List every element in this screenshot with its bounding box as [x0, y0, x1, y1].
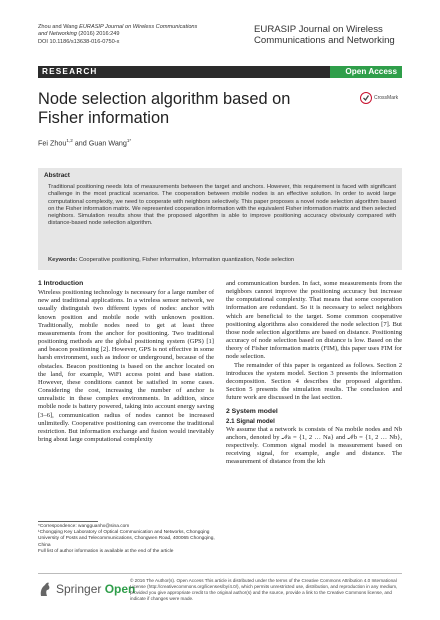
citation-authors: Zhou and Wang [38, 24, 80, 30]
abstract-body: Traditional positioning needs lots of measurements between the target and anchors. However, this requirement is faced with significant challenge in the most practical scenarios. The cooperation between mobile nodes is an effective solution. In order to avoid large computational complexity, we need to cooperate with neighbors selectively. This paper proposes a novel node selection algorithm based on the Fisher information matrix. We represented cooperation information with the equivalent Fisher information matrix and then selected neighbors. Simulation results show that the proposed algorithm is able to improve positioning accuracy obviously compared with distance-based node selection algorithm. [48, 184, 396, 227]
left-column [38, 280, 214, 444]
springer-open-wordmark [56, 582, 135, 596]
crossmark-button[interactable] [360, 92, 398, 104]
citation-year: (2016) 2016:249 [76, 31, 120, 38]
author-1-affiliation: 1,2 [66, 138, 73, 143]
springer-word: Springer [56, 582, 102, 596]
keywords-list: Cooperative positioning, Fisher information, Information quantization, Node selection [79, 257, 295, 263]
abstract-heading: Abstract [44, 172, 70, 179]
crossmark-icon [360, 92, 372, 104]
open-access-label: Open Access [345, 67, 397, 76]
research-label: RESEARCH [42, 67, 98, 76]
footnote-rule [38, 521, 98, 522]
author-list [38, 138, 131, 147]
citation-header [38, 24, 208, 46]
citation-journal: EURASIP Journal on Wireless Communications and Networking [38, 24, 198, 38]
outline-paragraph: The remainder of this paper is organized as follows. Section 2 introduces the system model. Section 3 presents the information decomposition. Section 4 describes the proposed algorithm. Section 5 presents the simulation results. The conclusion and future work are discussed in the last section. [226, 361, 402, 402]
abstract-box [38, 168, 402, 270]
introduction-paragraph: Wireless positioning technology is necessary for a large number of new and traditional applications. In a wireless sensor network, we usually distinguish two different types of nodes: anchor with known position and mobile node with unknown position. Traditionally, mobile nodes need to get at least three measurements from the anchor for positioning. Two traditional positioning methods are the global positioning system (GPS) [1] and beacon positioning [2]. However, GPS is not effective in some harsh environment, such as indoor or underground, because of the obstacles. Beacon positioning is based on the anchor located on the land, for example, WiFi access point and base station. However, these conditions cannot be satisfied in some cases. Considering the cost, increasing the number of anchor is unrealistic in these complex environments. In addition, since mobile node is battery powered, taking into account energy saving [3–6], communication radius of nodes cannot be increased unlimitedly. Cooperative positioning can overcome the traditional restriction. But information exchange and fusion would inevitably bring about large computational complexity [38, 289, 214, 443]
research-bar [38, 66, 402, 78]
open-word: Open [104, 582, 136, 596]
citation-doi[interactable]: DOI 10.1186/s13638-016-0750-x [38, 38, 120, 45]
open-access-badge [330, 66, 402, 78]
author-2: and Guan Wang [72, 138, 127, 148]
author-1: Fei Zhou [38, 138, 67, 148]
section-heading-introduction: 1 Introduction [38, 280, 84, 287]
keywords-label: Keywords: [48, 257, 78, 263]
subsection-heading-signal-model: 2.1 Signal model [226, 417, 275, 425]
affiliation-note: ¹Chongqing Key Laboratory of Optical Communication and Networks, Chongqing University of Posts and Telecommunications, Chongwen Road, 400065 Chongqing, China [38, 530, 215, 548]
right-column [226, 280, 402, 466]
correspondence-note: *Correspondence: wangguanhx@sina.com [38, 524, 130, 529]
section-heading-system-model: 2 System model [226, 408, 278, 416]
author-info-note: Full list of author information is available at the end of the article [38, 548, 174, 554]
bottom-rule [38, 573, 402, 574]
article-title: Node selection algorithm based on Fisher information [38, 90, 291, 127]
crossmark-label: CrossMark [374, 95, 399, 101]
signal-model-paragraph: We assume that a network is consists of Na mobile nodes and Nb anchors, denoted by 𝒩a = {1, 2 … Na} and 𝒩b = {1, 2 … Nb}, respectively. Common signal model is measurement based on receiving signal, for example, angle and distance. The measurement of distance from the kth [226, 425, 402, 466]
springer-open-logo [38, 580, 135, 598]
license-text: © 2016 The Author(s). Open Access This article is distributed under the terms of the Creative Commons Attribution 4.0 International License (http://creativecommons.org/licenses/by/4.0/), which permits unrestricted use, distribution, and reproduction in any medium, provided you give appropriate credit to the original author(s) and the source, provide a link to the Creative Commons license, and indicate if changes were made. [130, 578, 398, 602]
footnotes [38, 524, 218, 555]
author-2-affiliation: 1* [126, 138, 132, 143]
journal-title: EURASIP Journal on Wireless Communications and Networking [254, 24, 395, 46]
introduction-continued-paragraph: and communication burden. In fact, some measurements from the neighbors cannot improve the positioning accuracy but increase the computational complexity. That means that some cooperation information are redundant. So it is necessary to select neighbors which are beneficial to the target. Some common cooperative positioning algorithms also considered the node selection [7]. But those node selection algorithms are based on distance. Positioning accuracy of node selection based on distance is low. Based on the theory of Fisher information matrix (FIM), this paper uses FIM for node selection. [226, 280, 402, 361]
springer-horse-icon [38, 580, 52, 598]
keywords [48, 257, 396, 263]
